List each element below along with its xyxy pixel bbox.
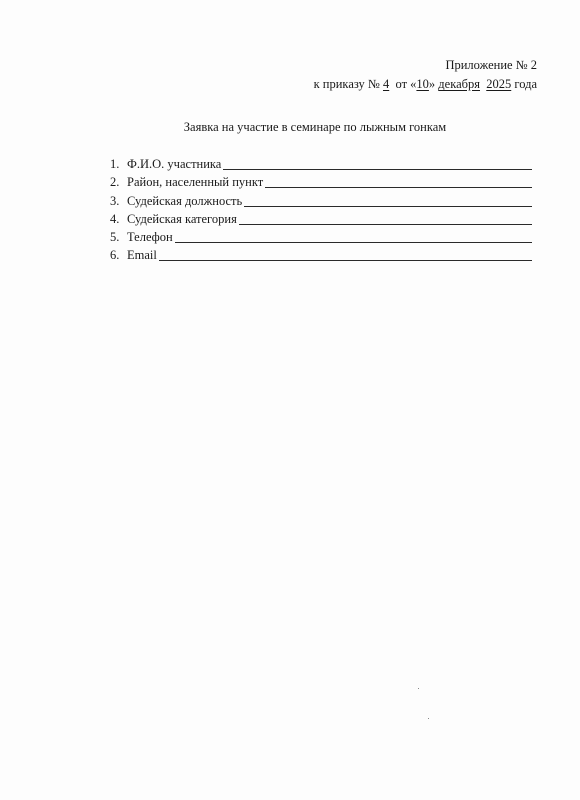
blank-fill-line [175,241,532,243]
field-label: Судейская категория [127,211,237,226]
order-month: декабря [438,77,480,91]
appendix-title: Приложение № 2 [445,58,537,72]
field-label: Ф.И.О. участника [127,157,222,171]
order-day: 10 [416,77,429,91]
field-number: 2. [110,175,120,190]
appendix-header [314,56,537,94]
field-number: 5. [110,230,120,245]
field-label: Район, населенный пункт [127,175,264,190]
blank-fill-line [265,186,532,188]
order-year-suffix: года [514,77,537,91]
application-fields [110,154,532,264]
field-label: Телефон [127,230,173,245]
field-number: 4. [110,211,120,226]
field-row-judge-position [110,191,532,209]
blank-fill-line [244,205,532,207]
blank-fill-line [223,168,532,170]
order-year: 2025 [486,77,512,91]
field-row-email [110,245,532,263]
appendix-order-reference [314,75,537,94]
scan-speck [428,718,429,719]
field-row-full-name [110,154,532,172]
field-number: 3. [110,193,120,208]
field-number: 1. [110,157,120,171]
field-label: Судейская должность [127,193,243,208]
field-row-phone [110,227,532,245]
field-number: 6. [110,248,120,263]
blank-fill-line [239,223,532,225]
scan-speck [418,688,419,689]
field-row-district [110,172,532,190]
field-label: Email [127,248,157,263]
order-number: 4 [382,77,390,91]
field-row-judge-category [110,209,532,227]
order-from-label: от « [395,77,417,91]
blank-fill-line [159,259,532,261]
document-title: Заявка на участие в семинаре по лыжным гонкам [183,120,447,134]
order-prefix: к приказу № [313,77,380,91]
order-day-close: » [428,77,436,91]
